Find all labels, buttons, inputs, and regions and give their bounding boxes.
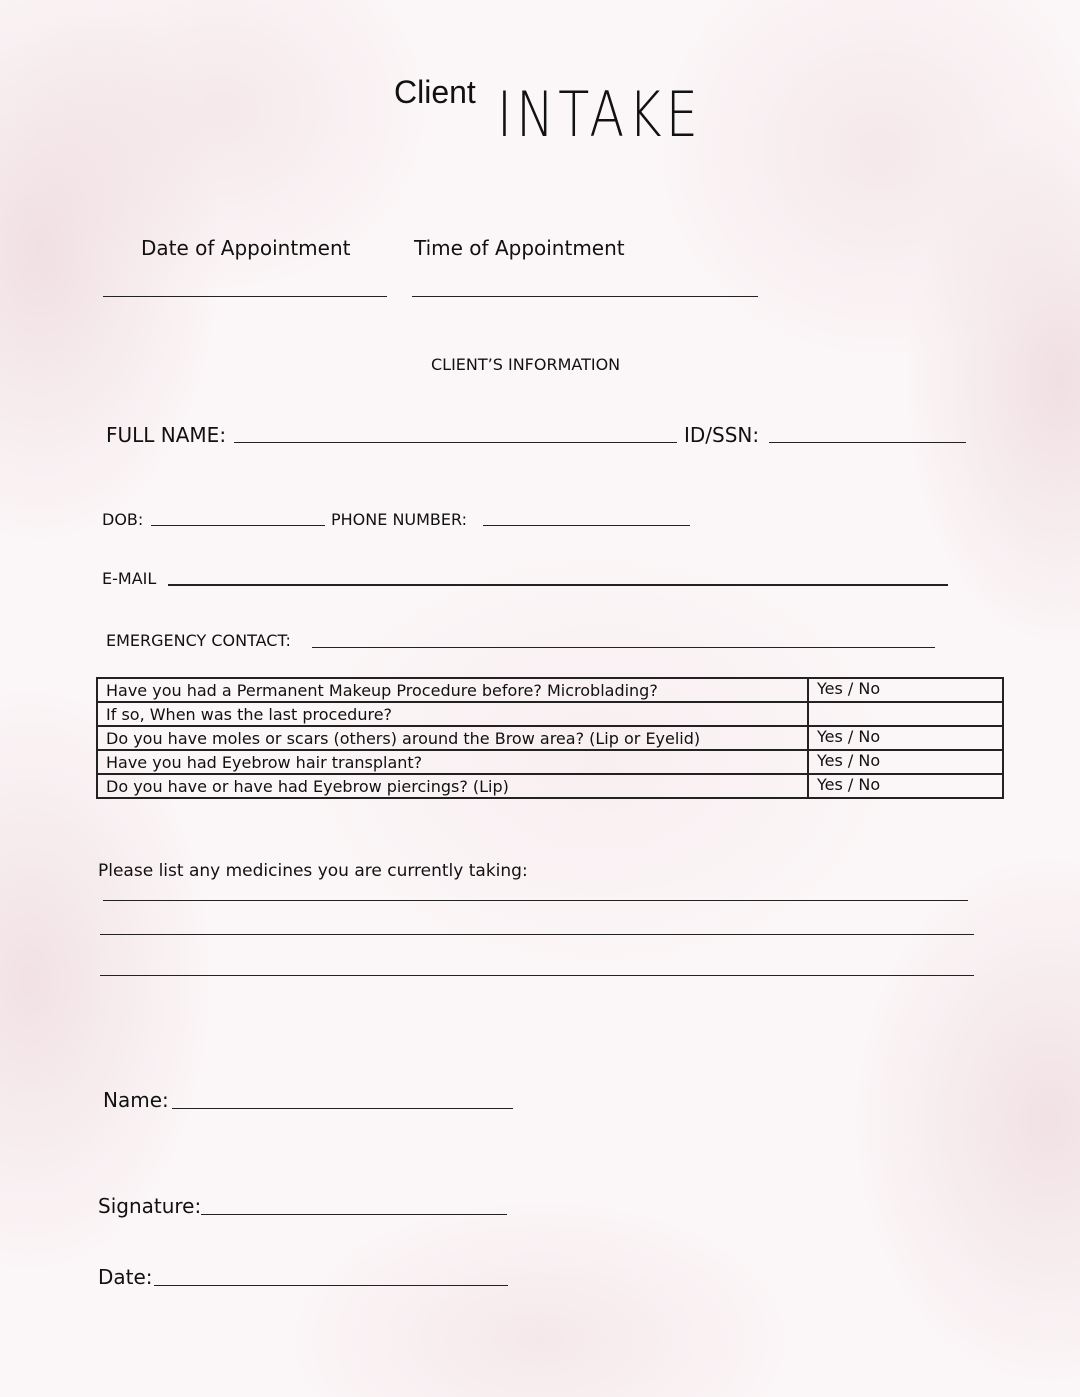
client-information-heading: CLIENT’S INFORMATION	[431, 355, 621, 374]
title-intake: INTAKE	[497, 78, 702, 151]
medicines-line-3[interactable]	[100, 965, 974, 976]
dob-field[interactable]	[151, 512, 325, 526]
answer-cell[interactable]: Yes / No	[808, 726, 1003, 750]
emergency-contact-field[interactable]	[312, 634, 935, 648]
time-of-appointment-field[interactable]	[412, 296, 758, 297]
medicines-prompt: Please list any medicines you are currently taking:	[98, 861, 528, 881]
full-name-label: FULL NAME:	[106, 423, 227, 447]
dob-label: DOB:	[102, 510, 144, 529]
id-ssn-field[interactable]	[769, 426, 966, 443]
signature-field[interactable]	[201, 1200, 507, 1215]
medicines-line-2[interactable]	[100, 924, 974, 935]
table-row	[97, 750, 1003, 774]
table-row	[97, 702, 1003, 726]
id-ssn-label: ID/SSN:	[684, 423, 760, 447]
date-of-appointment-field[interactable]	[103, 296, 387, 297]
table-row	[97, 774, 1003, 798]
questions-table	[96, 677, 1004, 799]
email-field[interactable]	[168, 568, 948, 586]
email-label: E-MAIL	[102, 569, 157, 588]
table-row	[97, 678, 1003, 702]
name-label: Name:	[103, 1088, 169, 1112]
answer-cell[interactable]: Yes / No	[808, 678, 1003, 702]
time-of-appointment-label: Time of Appointment	[414, 236, 625, 260]
question-cell: Do you have moles or scars (others) around the Brow area? (Lip or Eyelid)	[97, 726, 808, 750]
date-of-appointment-label: Date of Appointment	[141, 236, 351, 260]
table-row	[97, 726, 1003, 750]
signature-label: Signature:	[98, 1194, 202, 1218]
date-label: Date:	[98, 1265, 153, 1289]
answer-cell[interactable]	[808, 702, 1003, 726]
question-cell: If so, When was the last procedure?	[97, 702, 808, 726]
phone-number-label: PHONE NUMBER:	[331, 510, 468, 529]
full-name-field[interactable]	[234, 426, 677, 443]
question-cell: Have you had Eyebrow hair transplant?	[97, 750, 808, 774]
phone-number-field[interactable]	[483, 512, 690, 526]
question-cell: Have you had a Permanent Makeup Procedure before? Microblading?	[97, 678, 808, 702]
emergency-contact-label: EMERGENCY CONTACT:	[106, 631, 291, 650]
answer-cell[interactable]: Yes / No	[808, 774, 1003, 798]
title-client: Client	[394, 74, 476, 110]
answer-cell[interactable]: Yes / No	[808, 750, 1003, 774]
name-field[interactable]	[172, 1094, 513, 1109]
question-cell: Do you have or have had Eyebrow piercings? (Lip)	[97, 774, 808, 798]
medicines-line-1[interactable]	[103, 890, 968, 901]
date-field[interactable]	[154, 1271, 508, 1286]
